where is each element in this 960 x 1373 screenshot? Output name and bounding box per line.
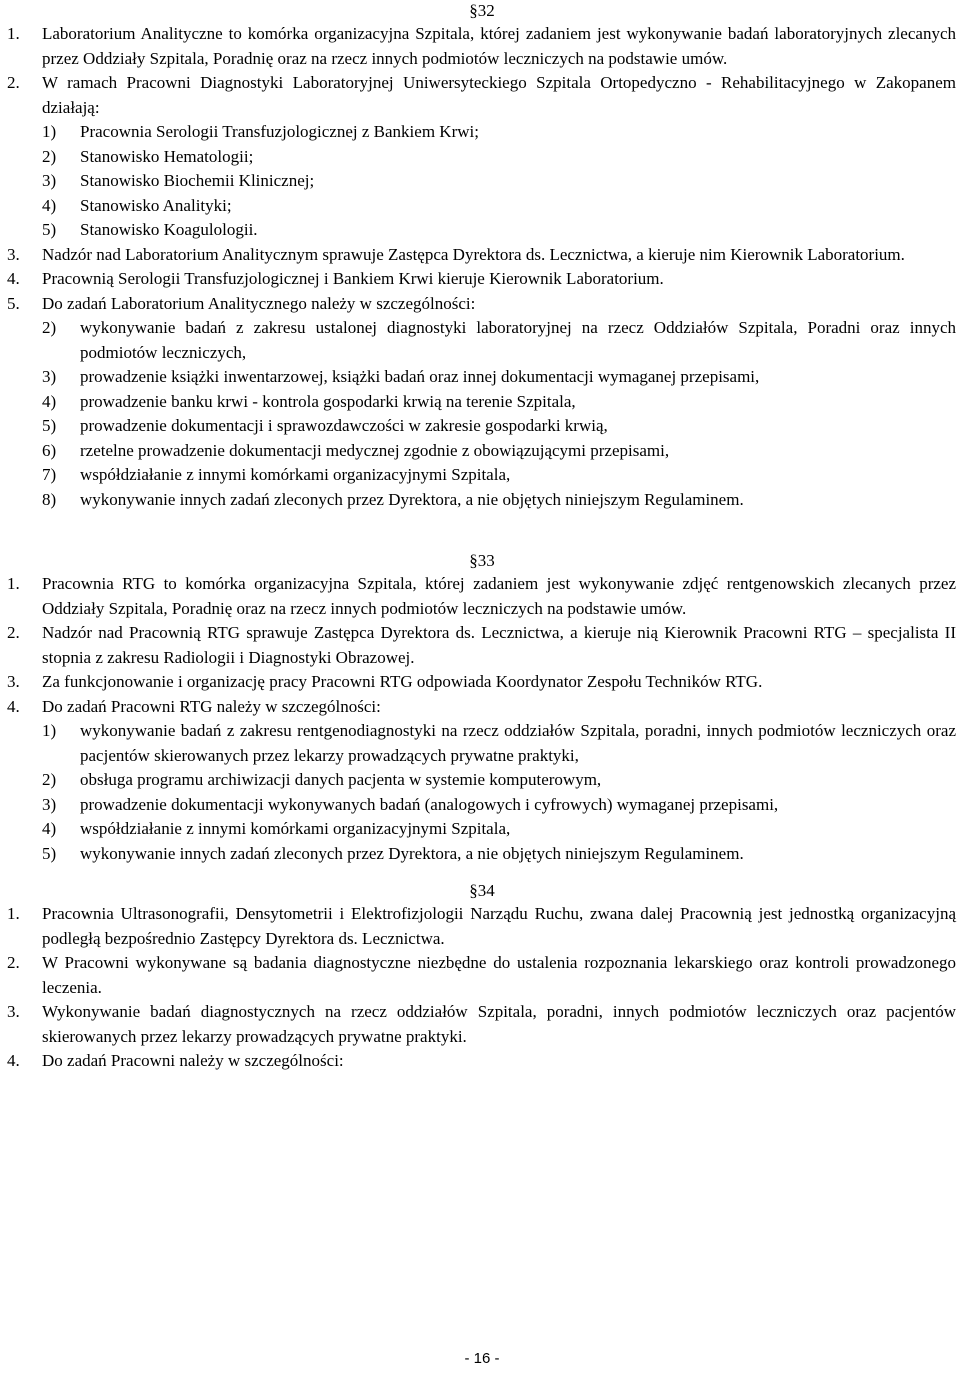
list-item-33-4-4 — [0, 817, 960, 842]
paragraph-text: W ramach Pracowni Diagnostyki Laboratoryjnej Uniwersyteckiego Szpitala Ortopedyczno - Rehabilitacyjnego w Zakopanem działają: — [42, 73, 956, 117]
list-text: Stanowisko Biochemii Klinicznej; — [80, 171, 315, 190]
list-number: 1) — [42, 122, 57, 141]
paragraph-text: Nadzór nad Laboratorium Analitycznym sprawuje Zastępca Dyrektora ds. Lecznictwa, a kieruje nim Kierownik Laboratorium. — [42, 244, 905, 264]
paragraph-text: W Pracowni wykonywane są badania diagnostyczne niezbędne do ustalenia rozpoznania lekarskiego oraz kontroli prowadzonego leczenia. — [42, 953, 956, 997]
spacer — [0, 866, 960, 880]
list-item-32-2-2 — [0, 145, 960, 170]
list-text: Stanowisko Koagulologii. — [80, 220, 258, 239]
paragraph-32-3 — [0, 243, 960, 268]
list-text: współdziałanie z innymi komórkami organizacyjnymi Szpitala, — [80, 819, 511, 838]
paragraph-number: 1. — [7, 24, 20, 43]
paragraph-text: Wykonywanie badań diagnostycznych na rzecz oddziałów Szpitala, poradni, innych podmiotów leczniczych oraz pacjentów skierowanych przez lekarzy prowadzących prywatne praktyki. — [42, 1002, 956, 1046]
list-number: 4) — [42, 819, 57, 838]
list-item-32-2-5 — [0, 218, 960, 243]
list-text: prowadzenie dokumentacji i sprawozdawczości w zakresie gospodarki krwią, — [80, 416, 608, 435]
paragraph-33-4 — [0, 695, 960, 720]
paragraph-32-1 — [0, 22, 960, 71]
section-heading-34: §34 — [469, 881, 495, 900]
paragraph-number: 5. — [7, 293, 20, 313]
paragraph-text: Pracownia Ultrasonografii, Densytometrii i Elektrofizjologii Narządu Ruchu, zwana dalej Pracownią jest jednostką organizacyjną podległą bezpośrednio Zastępcy Dyrektora ds. Lecznictwa. — [42, 904, 956, 948]
list-item-33-4-2 — [0, 768, 960, 793]
list-text: Pracownia Serologii Transfuzjologicznej z Bankiem Krwi; — [80, 122, 479, 141]
list-number: 2) — [42, 146, 57, 166]
paragraph-text: Laboratorium Analityczne to komórka organizacyjna Szpitala, której zadaniem jest wykonywanie badań laboratoryjnych zlecanych przez Oddziały Szpitala, Poradnię oraz na rzecz innych podmiotów leczniczych na podstawie umów. — [42, 24, 956, 68]
list-number: 4) — [42, 391, 57, 411]
paragraph-33-3 — [0, 670, 960, 695]
paragraph-text: Do zadań Laboratorium Analitycznego należy w szczególności: — [42, 293, 476, 313]
paragraph-34-3 — [0, 1000, 960, 1049]
paragraph-number: 4. — [7, 269, 20, 288]
paragraph-text: Pracownia RTG to komórka organizacyjna Szpitala, której zadaniem jest wykonywanie zdjęć rentgenowskich zlecanych przez Oddziały Szpitala, Poradnię oraz na rzecz innych podmiotów leczniczych na podstawie umów. — [42, 574, 956, 618]
list-number: 3) — [42, 367, 57, 386]
list-item-33-4-5 — [0, 842, 960, 867]
section-heading-32: §32 — [469, 1, 495, 20]
paragraph-number: 3. — [7, 1002, 20, 1021]
list-text: prowadzenie dokumentacji wykonywanych badań (analogowych i cyfrowych) wymaganej przepisami, — [80, 794, 779, 814]
list-number: 4) — [42, 195, 57, 215]
paragraph-text: Pracownią Serologii Transfuzjologicznej i Bankiem Krwi kieruje Kierownik Laboratorium. — [42, 269, 664, 288]
list-item-33-4-1 — [0, 719, 960, 768]
paragraph-33-2 — [0, 621, 960, 670]
list-number: 1) — [42, 721, 57, 740]
list-text: Stanowisko Hematologii; — [80, 146, 254, 166]
list-number: 2) — [42, 318, 57, 337]
list-number: 2) — [42, 770, 57, 789]
page-number: - 16 - — [464, 1350, 500, 1367]
list-item-33-4-3 — [0, 793, 960, 818]
list-item-32-5-2 — [0, 316, 960, 365]
list-number: 7) — [42, 465, 57, 484]
paragraph-number: 2. — [7, 623, 20, 642]
paragraph-number: 1. — [7, 904, 20, 923]
list-item-32-2-4 — [0, 194, 960, 219]
paragraph-text: Do zadań Pracowni RTG należy w szczególności: — [42, 696, 381, 716]
list-item-32-5-3 — [0, 365, 960, 390]
paragraph-text: Za funkcjonowanie i organizację pracy Pracowni RTG odpowiada Koordynator Zespołu Techników RTG. — [42, 672, 763, 691]
paragraph-34-2 — [0, 951, 960, 1000]
list-text: rzetelne prowadzenie dokumentacji medycznej zgodnie z obowiązującymi przepisami, — [80, 440, 670, 460]
paragraph-32-4 — [0, 267, 960, 292]
paragraph-text: Nadzór nad Pracownią RTG sprawuje Zastępca Dyrektora ds. Lecznictwa, a kieruje nią Kierownik Pracowni RTG – specjalista II stopnia z zakresu Radiologii i Diagnostyki Obrazowej. — [42, 623, 956, 667]
list-text: współdziałanie z innymi komórkami organizacyjnymi Szpitala, — [80, 465, 511, 484]
spacer — [0, 512, 960, 550]
list-text: Stanowisko Analityki; — [80, 195, 232, 215]
paragraph-number: 2. — [7, 73, 20, 92]
section-heading-33: §33 — [469, 551, 495, 570]
paragraph-number: 3. — [7, 244, 20, 264]
list-number: 5) — [42, 220, 57, 239]
list-item-32-5-5 — [0, 414, 960, 439]
paragraph-text: Do zadań Pracowni należy w szczególności: — [42, 1051, 344, 1070]
paragraph-32-2 — [0, 71, 960, 120]
paragraph-number: 1. — [7, 574, 20, 593]
paragraph-number: 3. — [7, 672, 20, 691]
list-item-32-5-6 — [0, 439, 960, 464]
list-text: wykonywanie badań z zakresu rentgenodiagnostyki na rzecz oddziałów Szpitala, poradni, innych podmiotów leczniczych oraz pacjentów skierowanych przez lekarzy prowadzących prywatne praktyki, — [80, 721, 956, 765]
list-text: prowadzenie banku krwi - kontrola gospodarki krwią na terenie Szpitala, — [80, 391, 576, 411]
paragraph-number: 4. — [7, 1051, 20, 1070]
paragraph-number: 4. — [7, 696, 20, 716]
list-number: 8) — [42, 489, 57, 509]
paragraph-34-4 — [0, 1049, 960, 1074]
list-number: 5) — [42, 843, 57, 863]
list-text: wykonywanie badań z zakresu ustalonej diagnostyki laboratoryjnej na rzecz Oddziałów Szpitala, Poradni oraz innych podmiotów leczniczych, — [80, 318, 956, 362]
list-number: 3) — [42, 171, 57, 190]
list-number: 5) — [42, 416, 57, 435]
paragraph-34-1 — [0, 902, 960, 951]
list-number: 3) — [42, 794, 57, 814]
list-text: prowadzenie książki inwentarzowej, książki badań oraz innej dokumentacji wymaganej przepisami, — [80, 367, 760, 386]
list-text: wykonywanie innych zadań zleconych przez Dyrektora, a nie objętych niniejszym Regulaminem. — [80, 489, 744, 509]
paragraph-32-5 — [0, 292, 960, 317]
list-text: obsługa programu archiwizacji danych pacjenta w systemie komputerowym, — [80, 770, 602, 789]
list-number: 6) — [42, 440, 57, 460]
list-item-32-5-8 — [0, 488, 960, 513]
list-item-32-2-1 — [0, 120, 960, 145]
list-item-32-5-4 — [0, 390, 960, 415]
paragraph-33-1 — [0, 572, 960, 621]
list-item-32-2-3 — [0, 169, 960, 194]
paragraph-number: 2. — [7, 953, 20, 972]
list-text: wykonywanie innych zadań zleconych przez Dyrektora, a nie objętych niniejszym Regulaminem. — [80, 843, 744, 863]
list-item-32-5-7 — [0, 463, 960, 488]
